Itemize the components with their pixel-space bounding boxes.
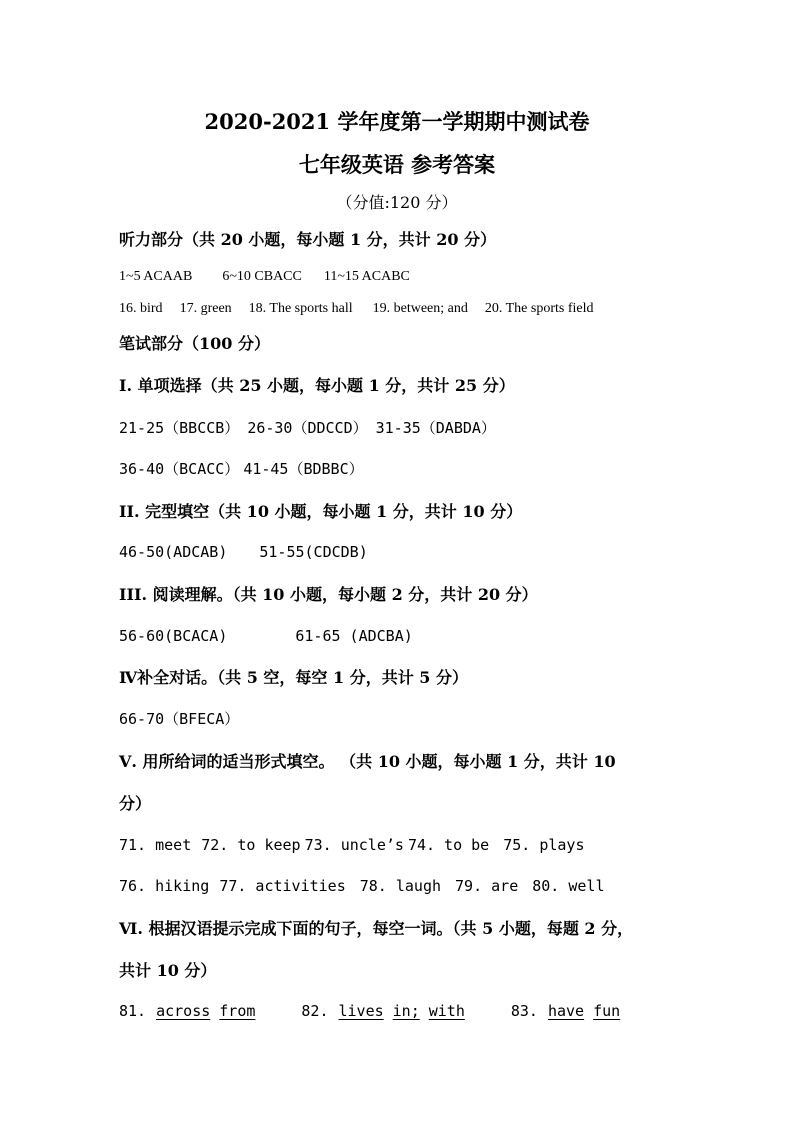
section5-answers-row1: [119, 838, 585, 853]
section1-heading: I. 单项选择（共 25 小题，每小题 1 分，共计 25 分）: [119, 376, 515, 395]
answer-item: 56-60(BCACA): [119, 627, 228, 645]
answer-blank: have: [547, 1002, 585, 1020]
section4-heading: Ⅳ补全对话。（共 5 空，每空 1 分，共计 5 分）: [119, 668, 468, 687]
total-score: （分值:120 分）: [336, 193, 458, 212]
answer-item: 17. green: [179, 301, 232, 316]
answer-blank: with: [428, 1002, 465, 1020]
answer-item: 61-65 (ADCBA): [295, 627, 413, 645]
answer-item: 78. laugh: [359, 877, 442, 895]
answer-item: 74. to be: [407, 836, 490, 854]
answer-item: 75. plays: [503, 836, 585, 854]
section6-answers: [119, 1004, 620, 1019]
answer-item: 76. hiking: [119, 877, 210, 895]
section3-answers: [119, 629, 413, 644]
answer-item: 19. between; and: [372, 301, 468, 316]
section5-answers-row2: [119, 879, 605, 894]
answer-item: 79. are: [455, 877, 519, 895]
written-heading: 笔试部分（100 分）: [119, 334, 270, 353]
answer-item: 21-25（BBCCB）: [119, 419, 240, 437]
answer-item: 6~10 CBACC: [222, 269, 302, 284]
answer-item: 11~15 ACABC: [323, 269, 410, 284]
listening-answers-row1: [119, 270, 410, 284]
listening-answers-row2: [119, 302, 594, 316]
section5-heading-line1: Ⅴ. 用所给词的适当形式填空。 （共 10 小题，每小题 1 分，共计 10: [119, 752, 616, 771]
section2-heading: II. 完型填空（共 10 小题，每小题 1 分，共计 10 分）: [119, 502, 523, 521]
answer-item: 77. activities: [219, 877, 346, 895]
section3-heading: III. 阅读理解。（共 10 小题，每小题 2 分，共计 20 分）: [119, 585, 538, 604]
answer-blank: in;: [392, 1002, 420, 1020]
section5-heading-line2: 分）: [119, 794, 152, 813]
answer-item: 18. The sports hall: [248, 301, 353, 316]
exam-title: 2020-2021 学年度第一学期期中测试卷: [204, 109, 590, 134]
answer-item: 31-35（DABDA）: [375, 419, 496, 437]
section6-heading-line2: 共计 10 分）: [119, 961, 217, 980]
answer-blank: across: [156, 1002, 211, 1020]
answer-item: 1~5 ACAAB: [119, 269, 193, 284]
section4-answers: [119, 712, 239, 727]
answer-item: 46-50(ADCAB): [119, 543, 228, 561]
listening-heading: 听力部分（共 20 小题，每小题 1 分，共计 20 分）: [119, 230, 497, 249]
answer-blank: lives: [338, 1002, 384, 1020]
answer-item: 51-55(CDCDB): [259, 543, 368, 561]
answer-blank: from: [219, 1002, 256, 1020]
answer-item: 72. to keep: [201, 836, 301, 854]
answer-item: 36-40（BCACC）: [119, 460, 240, 478]
section1-answers-row1: [119, 421, 496, 436]
section6-heading-line1: Ⅵ. 根据汉语提示完成下面的句子，每空一词。（共 5 小题，每题 2 分，: [119, 919, 634, 938]
answer-item: 26-30（DDCCD）: [247, 419, 368, 437]
section2-answers: [119, 545, 368, 560]
answer-blank: fun: [593, 1002, 621, 1020]
answer-number: 83.: [510, 1002, 538, 1020]
answer-item: 80. well: [532, 877, 605, 895]
exam-subtitle: 七年级英语 参考答案: [298, 152, 496, 177]
section1-answers-row2: [119, 462, 364, 477]
answer-item: 71. meet: [119, 836, 192, 854]
answer-item: 16. bird: [119, 301, 163, 316]
answer-item: 73. uncle’s: [304, 836, 404, 854]
answer-item: 20. The sports field: [484, 301, 594, 316]
answer-number: 81.: [119, 1002, 147, 1020]
answer-number: 82.: [301, 1002, 329, 1020]
answer-item: 41-45（BDBBC）: [243, 460, 364, 478]
answer-item: 66-70（BFECA）: [119, 710, 240, 728]
